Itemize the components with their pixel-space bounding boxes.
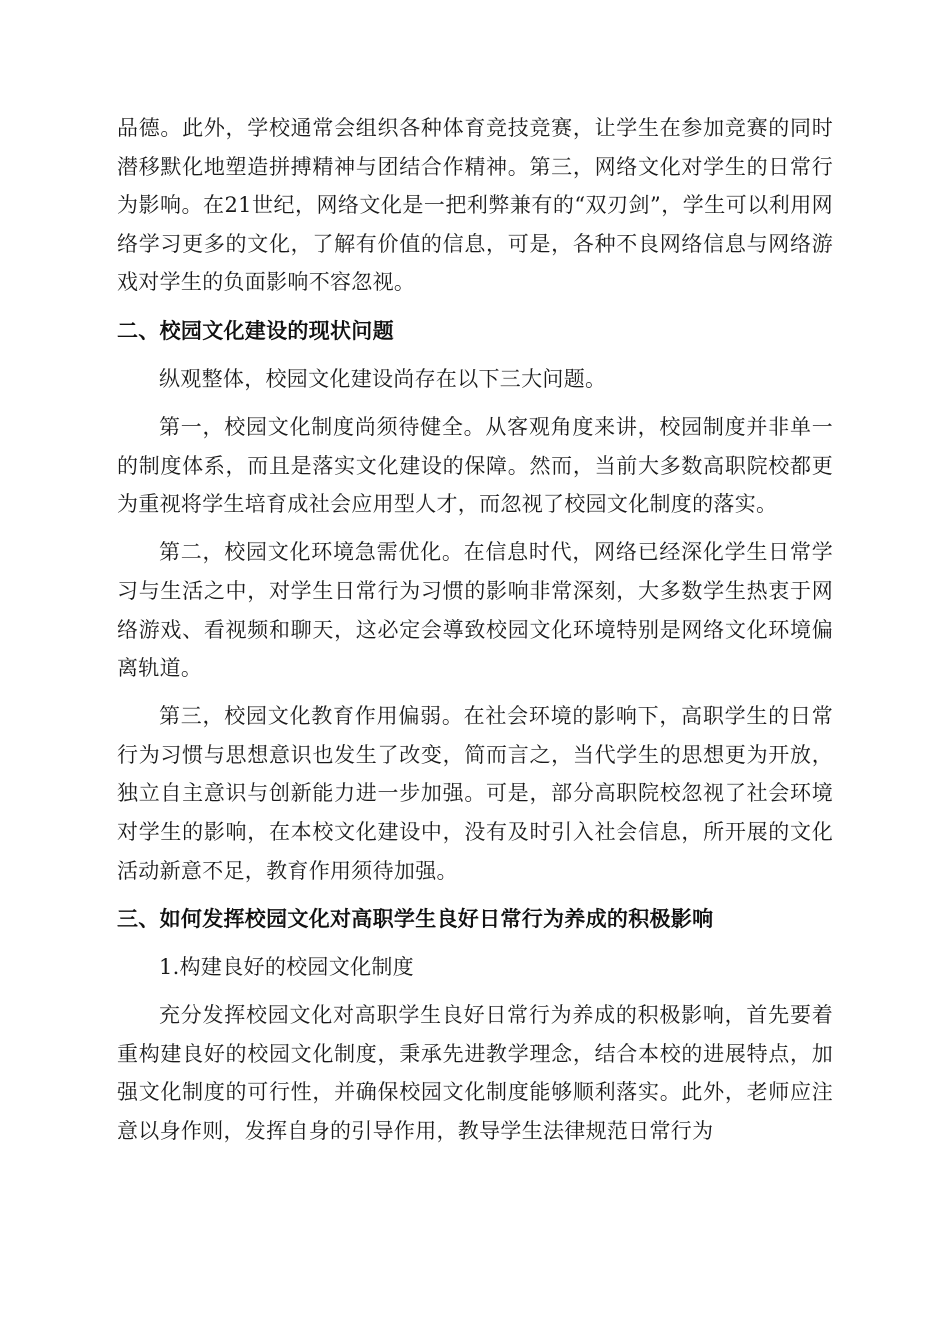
paragraph-problem-1: 第一，校园文化制度尚须待健全。从客观角度来讲，校园制度并非单一的制度体系，而且是落实文化建设的保障。然而，当前大多数高职院校都更为重视将学生培育成社会应用型人才，而忽视了校园文化制度的落实。 [117, 414, 833, 517]
section-heading-2: 二、校园文化建设的现状问题 [117, 318, 394, 343]
paragraph-overview: 纵观整体，校园文化建设尚存在以下三大问题。 [159, 366, 607, 391]
subsection-heading-1: 1.构建良好的校园文化制度 [159, 955, 414, 980]
paragraph-measure-1: 充分发挥校园文化对高职学生良好日常行为养成的积极影响，首先要着重构建良好的校园文化制度，秉承先进教学理念，结合本校的进展特点，加强文化制度的可行性，并确保校园文化制度能够顺利落实。此外，老师应注意以身作则，发挥自身的引导作用，教导学生法律规范日常行为 [117, 1003, 833, 1143]
paragraph-problem-2: 第二，校园文化环境急需优化。在信息时代，网络已经深化学生日常学习与生活之中，对学生日常行为习惯的影响非常深刻，大多数学生热衷于网络游戏、看视频和聊天，这必定会導致校园文化环境特别是网络文化环境偏离轨道。 [117, 540, 833, 681]
section-heading-3: 三、如何发挥校园文化对高职学生良好日常行为养成的积极影响 [117, 906, 714, 931]
document-page [117, 109, 833, 1160]
paragraph-problem-3: 第三，校园文化教育作用偏弱。在社会环境的影响下，高职学生的日常行为习惯与思想意识也发生了改变，简而言之，当代学生的思想更为开放，独立自主意识与创新能力进一步加强。可是，部分高职院校忽视了社会环境对学生的影响，在本校文化建设中，没有及时引入社会信息，所开展的文化活动新意不足，教育作用须待加强。 [117, 704, 833, 883]
paragraph-continued: 品德。此外，学校通常会组织各种体育竞技竞赛，让学生在参加竞赛的同时潜移默化地塑造拼搏精神与团结合作精神。第三，网络文化对学生的日常行为影响。在21世纪，网络文化是一把利弊兼有的“双刃剑”，学生可以利用网络学习更多的文化，了解有价值的信息，可是，各种不良网络信息与网络游戏对学生的负面影响不容忽视。 [117, 116, 833, 295]
